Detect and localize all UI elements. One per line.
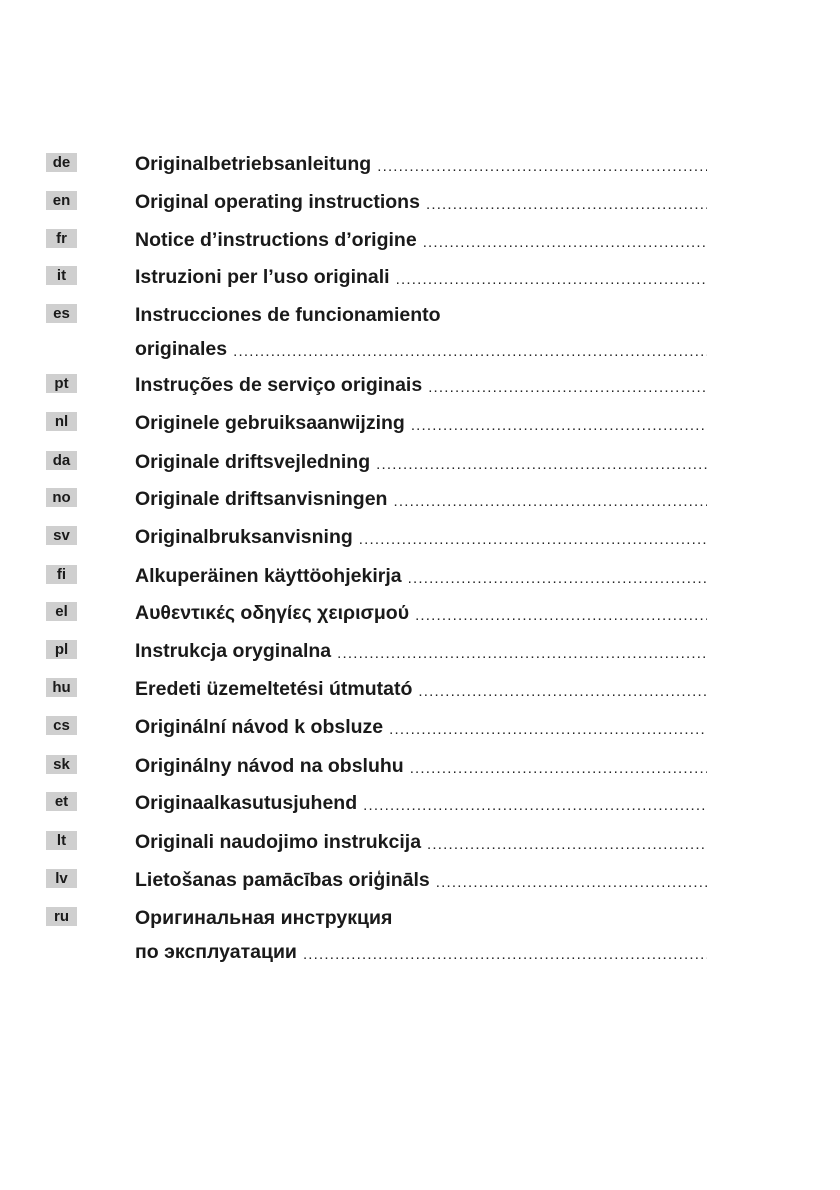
toc-title-ru-line2: по эксплуатации — [135, 941, 297, 963]
dot-leader — [393, 493, 707, 511]
toc-title-sv: Originalbruksanvisning — [135, 526, 353, 548]
dot-leader — [426, 196, 707, 214]
toc-title-sk: Originálny návod na obsluhu — [135, 755, 404, 777]
language-badge-fi: fi — [46, 565, 77, 584]
language-badge-cs: cs — [46, 716, 77, 735]
language-badge-el: el — [46, 602, 77, 621]
language-badge-fr: fr — [46, 229, 77, 248]
dot-leader — [418, 683, 707, 701]
toc-title-es-line2: originales — [135, 338, 228, 360]
language-badge-sv: sv — [46, 526, 77, 545]
toc-title-lv: Lietošanas pamācības oriģināls — [135, 869, 430, 891]
toc-title-de: Originalbetriebsanleitung — [135, 153, 372, 175]
dot-leader — [408, 570, 707, 588]
dot-leader — [376, 456, 707, 474]
language-badge-no: no — [46, 488, 77, 507]
toc-title-pl: Instrukcja oryginalna — [135, 640, 332, 662]
dot-leader — [411, 417, 707, 435]
language-badge-et: et — [46, 792, 77, 811]
language-badge-en: en — [46, 191, 77, 210]
toc-title-da: Originale driftsvejledning — [135, 451, 371, 473]
language-badge-da: da — [46, 451, 77, 470]
toc-title-pt: Instruções de serviço originais — [135, 374, 423, 396]
language-badge-pl: pl — [46, 640, 77, 659]
language-badge-it: it — [46, 266, 77, 285]
language-badge-es: es — [46, 304, 77, 323]
dot-leader — [428, 379, 707, 397]
language-badge-pt: pt — [46, 374, 77, 393]
language-badge-sk: sk — [46, 755, 77, 774]
toc-title-el: Αυθεντικές οδηγίες χειρισμού — [135, 602, 410, 624]
toc-title-cs: Originální návod k obsluze — [135, 716, 384, 738]
toc-title-ru-line1: Оригинальная инструкция — [135, 907, 393, 929]
language-badge-hu: hu — [46, 678, 77, 697]
language-badge-de: de — [46, 153, 77, 172]
dot-leader — [377, 158, 707, 176]
toc-title-fr: Notice d’instructions d’origine — [135, 229, 417, 251]
dot-leader — [415, 607, 707, 625]
dot-leader — [337, 645, 707, 663]
toc-title-fi: Alkuperäinen käyttöohjekirja — [135, 565, 402, 587]
toc-title-es-line1: Instrucciones de funcionamiento — [135, 304, 441, 326]
dot-leader — [389, 721, 707, 739]
dot-leader — [427, 836, 707, 854]
dot-leader — [410, 760, 707, 778]
dot-leader — [359, 531, 707, 549]
dot-leader — [396, 271, 707, 289]
dot-leader — [423, 234, 707, 252]
toc-title-it: Istruzioni per l’uso originali — [135, 266, 390, 288]
toc-title-nl: Originele gebruiksaanwijzing — [135, 412, 405, 434]
toc-title-et: Originaalkasutusjuhend — [135, 792, 358, 814]
toc-title-hu: Eredeti üzemeltetési útmutató — [135, 678, 413, 700]
toc-title-lt: Originali naudojimo instrukcija — [135, 831, 422, 853]
dot-leader — [363, 797, 707, 815]
language-badge-nl: nl — [46, 412, 77, 431]
language-badge-ru: ru — [46, 907, 77, 926]
dot-leader — [303, 946, 707, 964]
dot-leader — [436, 874, 707, 892]
dot-leader — [233, 343, 707, 361]
language-badge-lv: lv — [46, 869, 77, 888]
toc-title-no: Originale driftsanvisningen — [135, 488, 388, 510]
toc-title-en: Original operating instructions — [135, 191, 420, 213]
language-badge-lt: lt — [46, 831, 77, 850]
